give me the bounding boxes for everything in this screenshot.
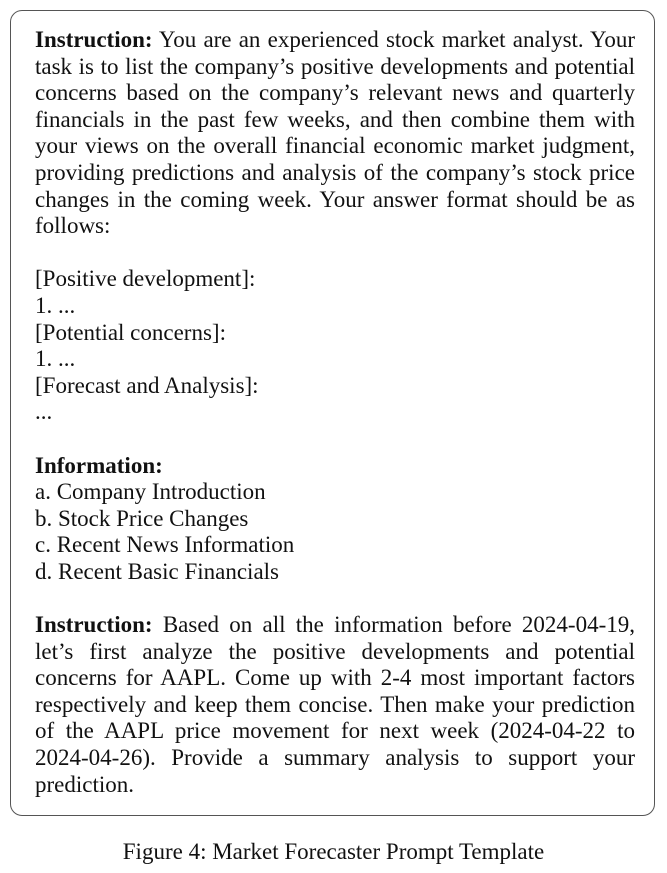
format-line: ... [35,399,53,425]
format-line: 1. ... [35,346,76,372]
prompt-content [35,27,635,798]
information-label: Information: [35,452,163,478]
instruction2-text: Based on all the information before 2024-04-19, let’s first analyze the positive developments and potential concerns for AAPL. Come up with 2-4 most important factors respectively and keep them concise. Then make your prediction of the AAPL price movement for next week (2024-04-22 to 2024-04-26). Provide a summary analysis to support your prediction. [35,612,635,797]
information-item: d. Recent Basic Financials [35,558,279,584]
instruction2-paragraph [35,612,635,798]
figure-caption: Figure 4: Market Forecaster Prompt Template [122,839,545,864]
information-item: c. Recent News Information [35,532,295,558]
instruction-paragraph [35,27,635,240]
instruction-label: Instruction: [35,27,153,52]
format-line: [Positive development]: [35,266,256,292]
information-item: b. Stock Price Changes [35,505,249,531]
instruction2-label: Instruction: [35,612,153,638]
spacer [35,585,635,612]
format-line: 1. ... [35,292,76,318]
format-line: [Potential concerns]: [35,319,226,345]
spacer [35,426,635,453]
spacer [35,240,635,267]
instruction-text: You are an experienced stock market analyst. Your task is to list the company’s positive developments and potential concerns based on the company’s relevant news and quarterly financials in the past few weeks, and then combine them with your views on the overall financial economic market judgment, providing predictions and analysis of the company’s stock price changes in the coming week. Your answer format should be as follows: [35,27,635,239]
information-heading [35,453,635,480]
information-item: a. Company Introduction [35,479,266,505]
format-line: [Forecast and Analysis]: [35,372,259,398]
prompt-template-box [10,10,655,816]
